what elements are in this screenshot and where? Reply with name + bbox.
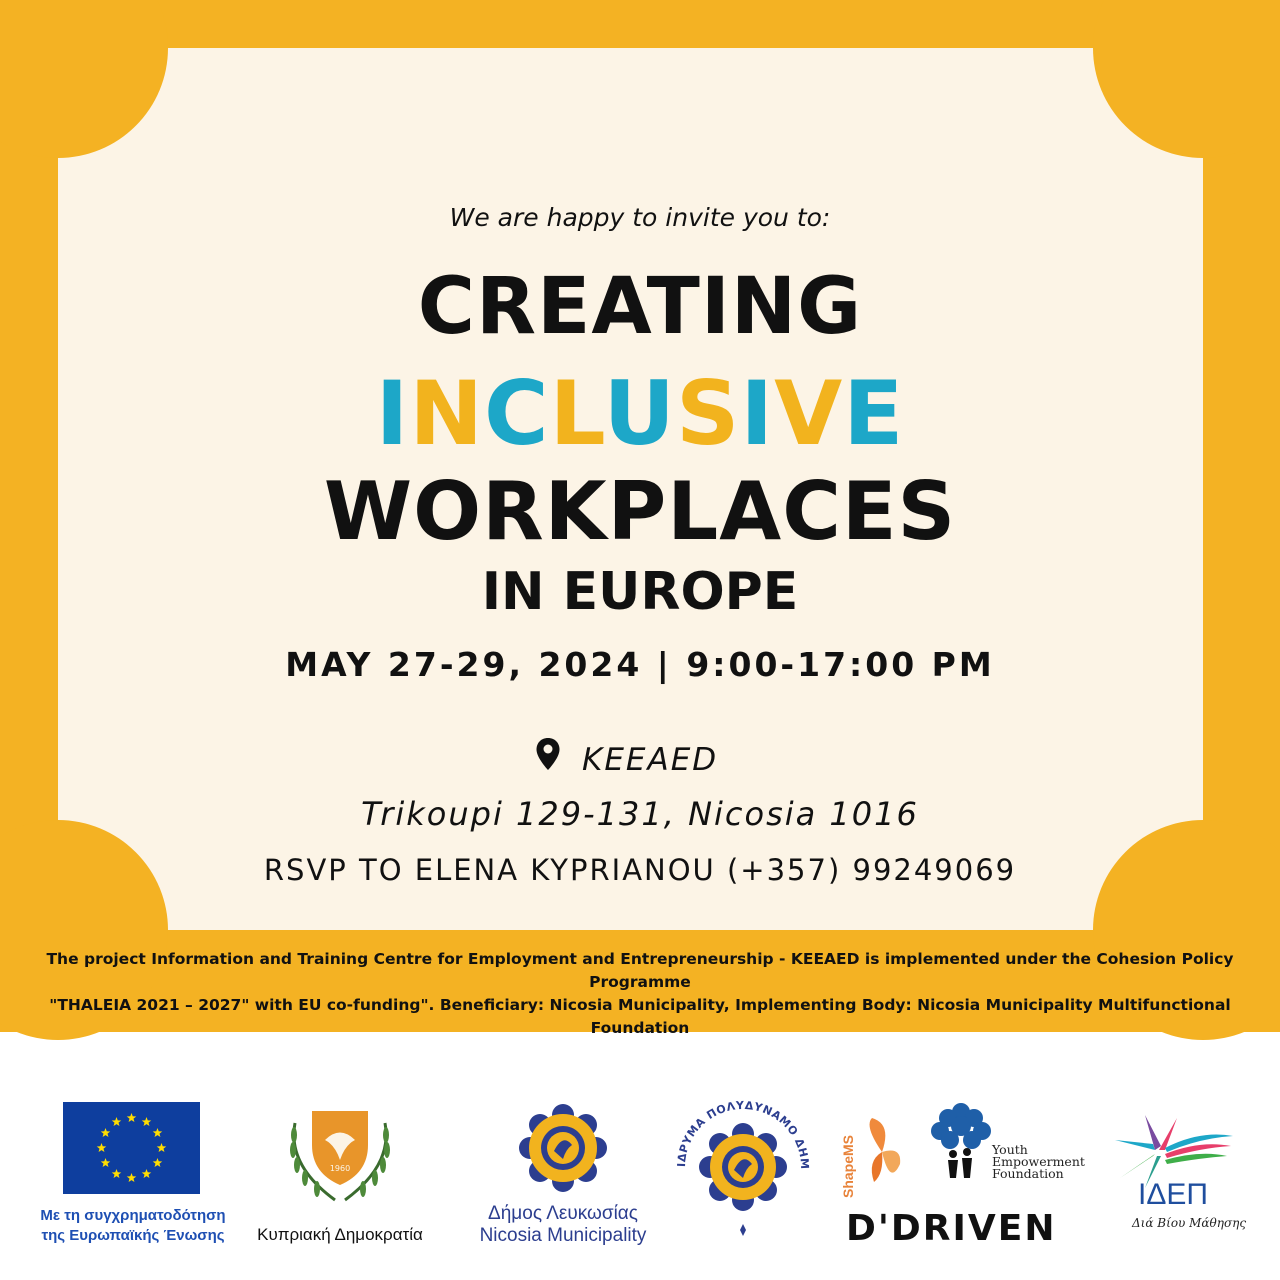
idep-label: ΙΔΕΠ xyxy=(1138,1178,1209,1211)
youth-foundation-label: Empowerment xyxy=(992,1154,1085,1169)
title-letter: L xyxy=(549,362,604,465)
partner-logos-group xyxy=(840,1098,1090,1253)
title-letter: N xyxy=(409,362,485,465)
eu-cofunding-logo xyxy=(28,1102,238,1252)
invite-intro: We are happy to invite you to: xyxy=(449,203,831,232)
rsvp-contact: RSVP TO ELENA KYPRIANOU (+357) 99249069 xyxy=(263,853,1017,887)
title-letter: I xyxy=(375,362,410,465)
event-date-time: MAY 27-29, 2024 | 9:00-17:00 PM xyxy=(285,645,995,684)
title-letter: V xyxy=(774,362,844,465)
title-letter: E xyxy=(843,362,905,465)
funding-note-line: The project Information and Training Centre for Employment and Entrepreneurship - KEEAED is implemented under the Cohesion Policy Programme xyxy=(46,950,1234,991)
nicosia-emblem-icon xyxy=(518,1103,608,1193)
venue-address: Trikoupi 129-131, Nicosia 1016 xyxy=(361,795,919,833)
shapems-label: ShapeMS xyxy=(840,1134,856,1198)
eu-caption: της Ευρωπαϊκής Ένωσης xyxy=(41,1227,225,1244)
funding-note-line: "THALEIA 2021 – 2027" with EU co-funding". Beneficiary: Nicosia Municipality, Implementing Body: Nicosia Municipality Multifunctional Foundation xyxy=(49,996,1231,1037)
card-corner-notch xyxy=(0,0,168,158)
cyprus-caption: Κυπριακή Δημοκρατία xyxy=(257,1225,423,1244)
cyprus-republic-logo xyxy=(250,1105,430,1250)
driven-logo: D'DRIVEN xyxy=(846,1208,1057,1249)
title-line-in-europe: IN EUROPE xyxy=(481,562,799,622)
cyprus-emblem-icon xyxy=(285,1105,395,1205)
butterfly-icon xyxy=(862,1116,904,1188)
foundation-emblem-icon xyxy=(668,1092,818,1242)
funding-note xyxy=(0,948,1280,1040)
foundation-ring-text: ΙΔΡΥΜΑ ΠΟΛΥΔΥΝΑΜΟ ΔΗΜ xyxy=(674,1098,812,1170)
cyprus-year: 1960 xyxy=(329,1164,351,1173)
nicosia-caption: Nicosia Municipality xyxy=(479,1225,647,1246)
title-letter: C xyxy=(484,362,550,465)
eu-flag-icon xyxy=(63,1102,200,1194)
idep-subtitle: Διά Βίου Μάθησης xyxy=(1132,1216,1247,1230)
location-pin-icon xyxy=(535,737,561,771)
nicosia-municipality-logo xyxy=(468,1103,658,1253)
title-letter: U xyxy=(603,362,677,465)
title-line-creating: CREATING xyxy=(417,262,863,352)
card-corner-notch xyxy=(1093,0,1280,158)
title-letter: S xyxy=(676,362,741,465)
title-letter: I xyxy=(740,362,775,465)
nicosia-caption: Δήμος Λευκωσίας xyxy=(488,1203,638,1224)
eu-caption: Με τη συγχρηματοδότηση xyxy=(40,1207,226,1224)
youth-foundation-label: Youth xyxy=(992,1142,1028,1157)
youth-tree-icon xyxy=(928,1098,994,1184)
title-line-inclusive xyxy=(0,362,1280,465)
title-line-workplaces: WORKPLACES xyxy=(323,465,957,558)
multifunctional-foundation-logo xyxy=(668,1092,818,1242)
youth-foundation-label: Foundation xyxy=(992,1166,1064,1181)
venue-name: KEEAED xyxy=(582,742,719,778)
idep-logo xyxy=(1100,1110,1250,1250)
